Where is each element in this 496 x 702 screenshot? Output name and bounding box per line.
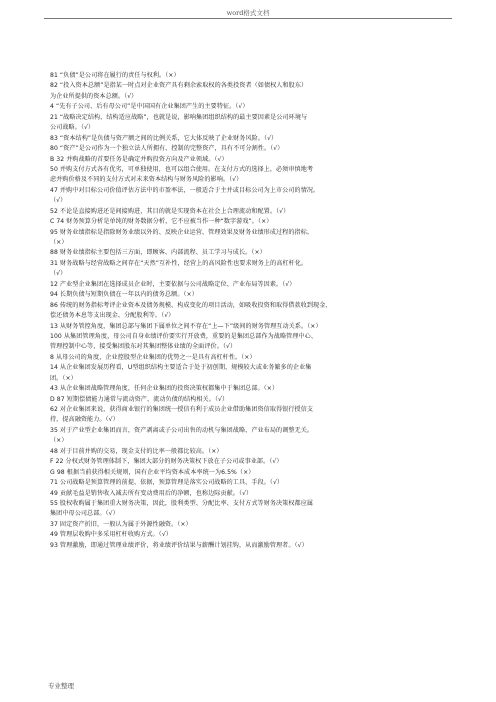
page-header: word格式文档 — [226, 9, 270, 17]
text-line: 71 公司战略是预算管理的前提、依据，预算管理是落实公司战略的工具、手段。（√） — [50, 479, 284, 487]
text-line: 80 “资产”是公司作为一个独立法人所拥有、控制的完整资产，具有不可分割性。（√） — [50, 145, 284, 153]
text-line: 虑并购价格及不同的支付方式对未来资本结构与财务风险的影响。（√） — [50, 176, 243, 184]
text-line: （√） — [50, 197, 67, 205]
text-line: 为企业所提供的资本总额。（√） — [50, 92, 138, 100]
text-line: 集团中母公司总部。（√） — [50, 510, 119, 518]
text-line: 43 从企业集团战略管理角度，任何企业集团的投资决策权都集中于集团总部。（×） — [50, 385, 279, 393]
text-line: （√） — [50, 270, 67, 278]
text-line: 55 股权收购属于集团重大财务决策，因此，股利类型、分配比率、支付方式等财务决策权都应属 — [50, 499, 314, 507]
text-line: 公司战略。（√） — [50, 124, 95, 132]
text-line: 93 管理激励，即通过管理业绩评价，将业绩评价结果与薪酬计划挂钩，从而激励管理者。（√） — [50, 541, 308, 549]
text-line: 49 贡献毛益是销售收入减去所有变动费用后的净额，也称边际贡献。（√） — [50, 489, 253, 497]
text-line: 86 传统的财务指标考评企业资本及债务规模、构成变化的项目活动，如吸收投资和取得借款收到现金、 — [50, 301, 332, 309]
text-line: B 32 并购战略的首要任务是确定并购投资方向及产业领域。（√） — [50, 155, 228, 163]
text-line: 83 “资本结构”是负债与资产额之间的比例关系，它大体反映了企业财务风险。（√） — [50, 134, 278, 142]
text-line: 52 不论是直接购进还是间接购进，其目的就是实现资本在社会上合理流动和配置。（√） — [50, 207, 290, 215]
text-line: 81 “负债”是公司将在履行的责任与权利。（×） — [50, 72, 180, 79]
text-line: 31 财务战略与经营战略之间存在“天然”互补性，经营上的高风险性也要求财务上的高杠杆化。 — [50, 259, 308, 267]
text-line: 95 财务业绩指标是指除财务业绩以外的、反映企业运营、管理效果及财务业绩形成过程的指标。 — [50, 228, 314, 236]
text-line: 49 管理层收购中多采用杠杆收购方式。（√） — [50, 531, 172, 539]
text-line: D 87 短期偿债能力通常与流动资产、流动负债的结构相关。（√） — [50, 395, 229, 403]
text-line: 持，提高融资能力。（√） — [50, 416, 119, 424]
header-divider — [44, 18, 452, 19]
text-line: 47 并购中对目标公司价值评估方法中的市盈率法，一般适合于主并或目标公司为上市公司的情况。 — [50, 186, 320, 194]
text-line: 50 并购支付方式各有优劣，可单独使用，也可以组合使用。在支付方式的选择上，必须审慎地考 — [50, 165, 314, 173]
text-line: 62 对企业集团来说，获得商业银行的集团统一授信有利于成员企业借助集团资信取得银行授信支 — [50, 406, 314, 413]
text-line: （×） — [50, 437, 68, 445]
text-line: 82 “投入资本总额”是指某一时点对企业资产具有剩余索取权的各类投资者（如债权人和股东） — [50, 82, 308, 90]
text-line: G 98 根据当前获得相关规则，国有企业平均资本成本率统一为6.5%（×） — [50, 468, 255, 476]
text-line: 88 财务业绩指标主要包括三方面，即顾客、内部流程、员工学习与成长。（×） — [50, 249, 266, 257]
text-line: 37 固定资产折旧，一般认为属于外源性融资。（×） — [50, 520, 192, 528]
document-body — [50, 71, 452, 551]
text-line: C 74 财务预算分析是单纯的财务数据分析，它不应被当作一种“数字游戏”。（×） — [50, 218, 273, 226]
text-line: 13 从财务管控角度，集团总部与集团下属单位之间不存在“上—下”级间的财务管理互动关系。（×） — [50, 322, 322, 330]
text-line: 14 从企业集团发展历程看，U型组织结构主要适合于处于初创期、规模较大或业务繁多的企业集 — [50, 364, 312, 372]
text-line: 偿还债务本息等支出现金、分配股利等。（√） — [50, 312, 175, 320]
text-line: （×） — [50, 239, 68, 246]
text-line: 管理控制中心等，接受集团股东对其集团整体业绩的全面评价。（√） — [50, 343, 237, 351]
text-line: 团。（×） — [50, 374, 77, 382]
text-line: 100 从集团管理角度，母公司自身业绩评价要实行开放费，重要的是集团总部作为战略管理中心、 — [50, 332, 318, 340]
text-line: 94 长期负债与短期负债在一年以内的债务总额。（×） — [50, 291, 198, 299]
text-line: 4 “先有子公司、后有母公司”是中国国有企业集团产生的主要特征。（√） — [50, 103, 249, 111]
page-footer: 专业整理 — [48, 682, 74, 690]
text-line: F 22 分权式财务管理体制下，集团大部分的财务决策权下放在子公司或事业部。（√） — [50, 458, 283, 466]
text-line: 35 对于产业型企业集团而言，资产剥离或子公司出售的动机与集团战略、产业布局的调整无关。 — [50, 426, 314, 434]
text-line: 48 对于目前并购的交易，现金支付的比率一般都比较高。（×） — [50, 447, 223, 455]
text-line: 12 产业型企业集团在选择成员企业时，主要依据与公司战略定位、产业布局等因素。（√） — [50, 280, 296, 288]
text-line: 8 从母公司的角度，企业控股型企业集团的优势之一是具有高杠杆性。（×） — [50, 353, 256, 361]
text-line: 21 “战略决定结构、结构适应战略”，也就是说，影响集团组织结构的最主要因素是公司环境与 — [50, 113, 308, 121]
